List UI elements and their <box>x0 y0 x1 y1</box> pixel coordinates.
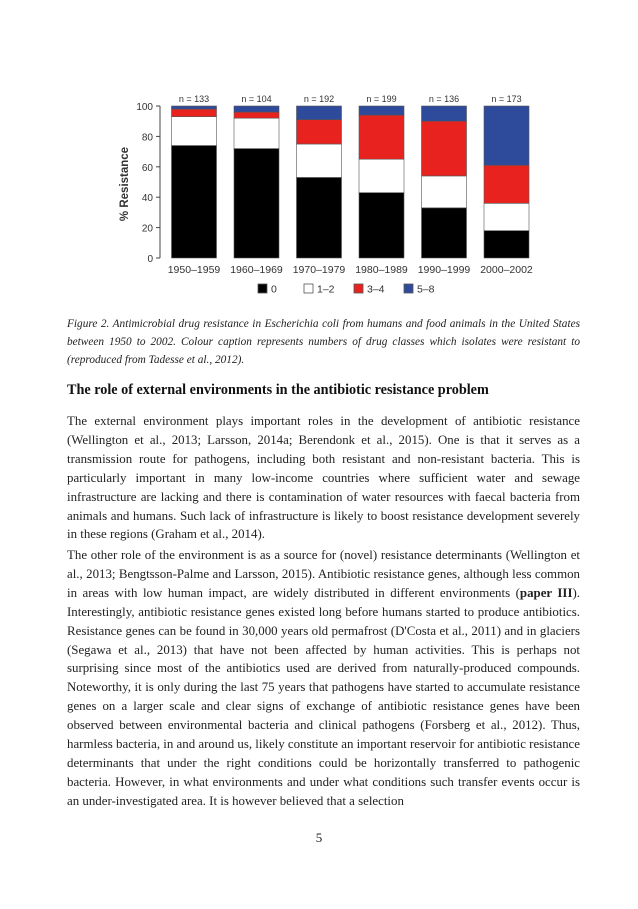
count-labels <box>179 94 522 104</box>
count-label: n = 173 <box>491 94 522 104</box>
x-tick-label: 2000–2002 <box>480 264 533 276</box>
bar-segment <box>484 165 529 203</box>
bar-segment <box>297 106 342 120</box>
x-axis-ticks <box>168 264 533 276</box>
legend <box>258 284 435 296</box>
x-tick-label: 1970–1979 <box>292 264 346 276</box>
count-label: n = 136 <box>428 94 460 104</box>
y-tick-label: 60 <box>141 162 153 174</box>
legend-label: 3–4 <box>367 283 385 296</box>
legend-swatch <box>304 284 313 293</box>
bar-segment <box>234 118 279 148</box>
bar-segment <box>172 106 217 109</box>
legend-label: 0 <box>271 283 277 296</box>
bar-segment <box>359 106 404 115</box>
bar-segment <box>422 121 467 176</box>
count-label: n = 192 <box>303 94 335 104</box>
legend-swatch <box>354 284 363 293</box>
count-label: n = 199 <box>366 94 397 104</box>
bars <box>172 106 530 258</box>
paragraph-2-text-a: The other role of the environment is as a source for (novel) resistance determinants (Wellington et al., 2013; Bengtsson-Palme and Larsson, 2015). Antibiotic resistance genes, although less common in areas with low human impact, are widely distributed in different environments ( <box>67 548 580 600</box>
y-axis <box>136 102 160 265</box>
bar-segment <box>172 117 217 146</box>
y-tick-label: 20 <box>141 223 153 235</box>
bar-segment <box>484 231 529 258</box>
y-tick-label: 100 <box>136 102 153 113</box>
count-label: n = 133 <box>178 94 210 104</box>
x-tick-label: 1950–1959 <box>167 264 221 276</box>
x-tick-label: 1990–1999 <box>417 264 471 276</box>
bar-segment <box>234 112 279 118</box>
bar-segment <box>297 177 342 258</box>
bar-segment <box>484 203 529 230</box>
resistance-chart <box>108 86 548 304</box>
bar-segment <box>359 193 404 258</box>
bar-segment <box>422 176 467 208</box>
paper-reference: paper III <box>519 585 573 600</box>
figure-caption: Figure 2. Antimicrobial drug resistance in Escherichia coli from humans and food animals in the United States between 1950 to 2002. Colour caption represents numbers of drug classes which isolates were resistant to (reproduced from Tadesse et al., 2012). <box>67 318 580 366</box>
bar-segment <box>422 208 467 258</box>
y-tick-label: 0 <box>147 254 153 265</box>
section-heading: The role of external environments in the antibiotic resistance problem <box>67 382 489 398</box>
legend-swatch <box>404 284 413 293</box>
bar-segment <box>172 109 217 117</box>
legend-label: 5–8 <box>417 283 435 296</box>
y-axis-label: % Resistance <box>119 146 131 222</box>
legend-label: 1–2 <box>317 283 335 296</box>
legend-swatch <box>258 284 267 293</box>
paragraph-1: The external environment plays important roles in the development of antibiotic resistance (Wellington et al., 2013; Larsson, 2014a; Berendonk et al., 2015). One is that it serves as a transmission route for pathogens, including both resistant and non-resistant bacteria. This is particularly important in many low-income countries where sufficient water and sewage infrastructure are lacking and there is contamination of water resources with faecal bacteria from animals and humans. Such lack of infrastructure is likely to boost resistance development severely in these regions (Graham et al., 2014). <box>67 414 580 542</box>
x-tick-label: 1980–1989 <box>355 264 408 276</box>
bar-segment <box>297 144 342 177</box>
bar-segment <box>234 149 279 258</box>
page-number: 5 <box>315 830 323 845</box>
paragraph-2-text-b: ). Interestingly, antibiotic resistance genes existed long before humans started to produce antibiotics. Resistance genes can be found in 30,000 years old permafrost (D'Costa et al., 2011) and in glaciers (Segawa et al., 2013) that have not been affected by human activities. This is perhaps not surprising since most of the antibiotics used are derived from naturally-produced compounds. Noteworthy, it is only during the last 75 years that pathogens have started to accumulate resistance genes on a larger scale and clear signs of exchange of antibiotic resistance genes have been observed between environmental bacteria and clinical pathogens (Forsberg et al., 2012). Thus, harmless bacteria, in and around us, likely constitute an important reservoir for antibiotic resistance determinants that under the right conditions could be horizontally transferred to pathogenic bacteria. However, in what environments and under what conditions such transfer events occur is an under-investigated area. It is however believed that a selection <box>67 585 580 808</box>
y-tick-label: 80 <box>141 132 153 144</box>
paragraph-2 <box>67 546 580 811</box>
bar-segment <box>484 106 529 165</box>
bar-segment <box>172 146 217 258</box>
bar-segment <box>297 120 342 144</box>
bar-segment <box>234 106 279 112</box>
y-tick-label: 40 <box>141 193 153 205</box>
count-label: n = 104 <box>241 94 272 104</box>
bar-segment <box>422 106 467 121</box>
bar-segment <box>359 159 404 192</box>
x-tick-label: 1960–1969 <box>230 264 283 276</box>
bar-segment <box>359 115 404 159</box>
